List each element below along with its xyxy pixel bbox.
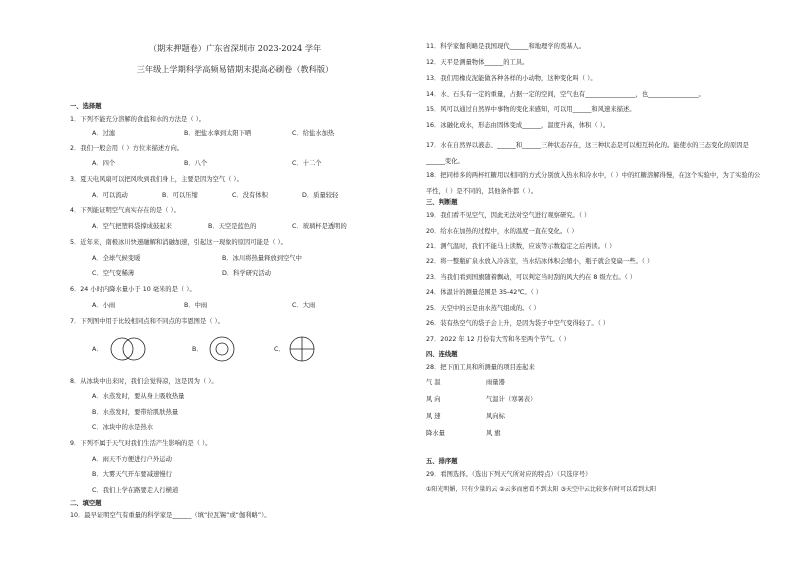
- q2: 2．我们一般会用（ ）方位来描述方向。: [70, 145, 184, 152]
- q27: 27．2022 年 12 月份有大雪和冬至两个节气。（ ）: [426, 336, 570, 343]
- q2-opt-c: C．十二个: [292, 160, 322, 167]
- q4-opt-a: A．空气把塑料袋撑成鼓起来: [92, 223, 172, 230]
- q6-opt-c: C．大雨: [292, 302, 316, 309]
- q8: 8．从冰块中出来时，我们会觉得凉，这是因为（ ）。: [70, 378, 218, 385]
- q23: 23．当我们看到国旗随着飘动，可以判定当时刮的风大约在 8 级左右。（ ）: [426, 274, 637, 281]
- q9-opt-c: C．我们上学在路要走人行横道: [92, 487, 179, 494]
- q7-opt-b: B．: [192, 346, 203, 353]
- match-right-2: 气温计（寒暑表）: [486, 396, 537, 403]
- title-line-1: （期末押题卷）广东省深圳市 2023-2024 学年: [148, 43, 322, 53]
- section-fill: 二、填空题: [70, 500, 102, 507]
- q20: 20．给水在加热的过程中，水的温度一直在变化。（ ）: [426, 228, 578, 235]
- q7-opt-c: C．: [274, 346, 285, 353]
- match-right-1: 雨量器: [486, 379, 505, 386]
- q2-opt-a: A．四个: [92, 160, 116, 167]
- q3-opt-b: B．可以压缩: [162, 192, 198, 199]
- q25: 25．天空中的云是由水蒸气组成的。（ ）: [426, 305, 540, 312]
- q29: 29．看图选择。（选出下列天气所对应的特点）（只选序号）: [426, 471, 592, 478]
- q8-opt-b: B．水蒸发时，要带给肌肤热量: [92, 409, 179, 416]
- q5-opt-a: A．全球气候变暖: [92, 255, 141, 262]
- section-choice: 一、选择题: [70, 103, 102, 110]
- match-left-3: 风 速: [426, 413, 441, 420]
- q1-opt-a: A．过滤: [92, 130, 116, 137]
- q9-opt-a: A．雨天不方便进行户外运动: [92, 456, 172, 463]
- q14: 14．水、石头有一定的重量，占据一定的空间，空气也有________________，也________________。: [426, 91, 705, 98]
- match-right-3: 风向标: [486, 413, 505, 420]
- q15: 15．风可以通过自然界中事物的变化来感知，可以用______和风速来描述。: [426, 106, 636, 113]
- section-judge: 三、判断题: [426, 199, 458, 206]
- q22: 22．将一整瓶矿泉水放入冷冻室，当水结冰体积会缩小，瓶子就会变扁一些。（ ）: [426, 258, 654, 265]
- q8-opt-a: A．水蒸发时，要从身上吸收热量: [92, 393, 185, 400]
- q6-opt-a: A．小雨: [92, 302, 116, 309]
- q1-opt-b: B．把盐水拿到太阳下晒: [184, 130, 252, 137]
- match-left-2: 风 向: [426, 396, 441, 403]
- q21: 21．测气温时，我们不能马上读数，应该等示数稳定之后再读。（ ）: [426, 243, 616, 250]
- q29-options: ①阳光明媚，只有少量的云 ②云多而密看不到太阳 ③天空中云比较多有时可以看到太阳: [426, 486, 656, 493]
- q5-opt-c: C．空气变稀薄: [92, 270, 135, 277]
- q16: 16．冰融化成水，形态由固体变成______，温度升高，体积（ ）。: [426, 122, 610, 129]
- q7: 7．下列图中用于比较相同点和不同点的韦恩图是（ ）。: [70, 318, 224, 325]
- nested-circles-icon: [208, 336, 236, 362]
- q7-opt-a: A．: [92, 346, 103, 353]
- q11: 11．科学家伽利略是我国现代______和地理学的奠基人。: [426, 43, 586, 50]
- q1-opt-c: C．给盐水加热: [292, 130, 335, 137]
- venn-overlap-icon: [108, 336, 148, 362]
- section-match: 四、连线题: [426, 351, 458, 358]
- q19: 19．我们看不见空气，因此无法对空气进行观察研究。（ ）: [426, 212, 591, 219]
- q9-opt-b: B．大雾天气开车要减速慢行: [92, 471, 172, 478]
- q28: 28．把下面工具和所测量的项目连起来: [426, 364, 535, 371]
- q10: 10．最早证明空气有重量的科学家是______（填“拉瓦锡”或“伽利略”）。: [70, 512, 271, 519]
- q6: 6．24 小时内降水量小于 10 毫米的是（ ）。: [70, 286, 196, 293]
- quartered-circle-icon: [288, 336, 316, 362]
- q3-opt-c: C．没有体积: [232, 192, 268, 199]
- q4: 4．下列能证明空气真实存在的是（ ）。: [70, 207, 180, 214]
- match-left-1: 气 温: [426, 379, 441, 386]
- q24: 24．体温计的测量范围是 35-42℃。（ ）: [426, 289, 543, 296]
- q5-opt-b: B．冰川将热量释放到空气中: [222, 255, 302, 262]
- q2-opt-b: B．八个: [184, 160, 208, 167]
- q4-opt-b: B．天空是蓝色的: [208, 223, 257, 230]
- section-order: 五、排序题: [426, 458, 458, 465]
- q18: 18．把同样多的两杯红糖用以相同的方式分别放入热水和冷水中，（ ）中的红糖溶解得慢，在这个实验中，为了实验的公平性，（ ）是不同的，其他条件都（ ）。: [426, 172, 761, 195]
- q5-opt-d: D．科学研究活动: [222, 270, 271, 277]
- q3: 3．夏天电风扇可以把风吹到我们身上，主要是因为空气（ ）。: [70, 176, 243, 183]
- q3-opt-d: D．质量较轻: [302, 192, 339, 199]
- q4-opt-c: C．玻璃杯是透明的: [292, 223, 347, 230]
- q6-opt-b: B．中雨: [184, 302, 208, 309]
- q1: 1．下列不能充分溶解的食盐和水的方法是（ ）。: [70, 116, 206, 123]
- q17: 17．水在自然界以液态、______和______三种状态存在，这三种状态是可以相互转化的。能使水的三态变化的原因是______变化。: [426, 142, 749, 165]
- q12: 12．天平是测量物体______的工具。: [426, 59, 529, 66]
- q8-opt-c: C．冰块中的水是热水: [92, 424, 154, 431]
- match-right-4: 风 旗: [486, 430, 501, 437]
- q5: 5．近年来，南极冰川快速融解和消融加速，引起这一现象的原因可能是（ ）。: [70, 239, 287, 246]
- q3-opt-a: A．可以流动: [92, 192, 128, 199]
- match-left-4: 降水量: [426, 430, 445, 437]
- q9: 9．下列不属于天气对我们生活产生影响的是（ ）。: [70, 440, 212, 447]
- q26: 26．装有热空气的袋子会上升，是因为袋子中空气变得轻了。（ ）: [426, 320, 610, 327]
- title-line-2: 三年级上学期科学高频易错期末提高必刷卷（教科版）: [136, 64, 334, 74]
- q13: 13．我们用橡皮泥能做各种各样的小动物，这种变化叫（ ）。: [426, 75, 597, 82]
